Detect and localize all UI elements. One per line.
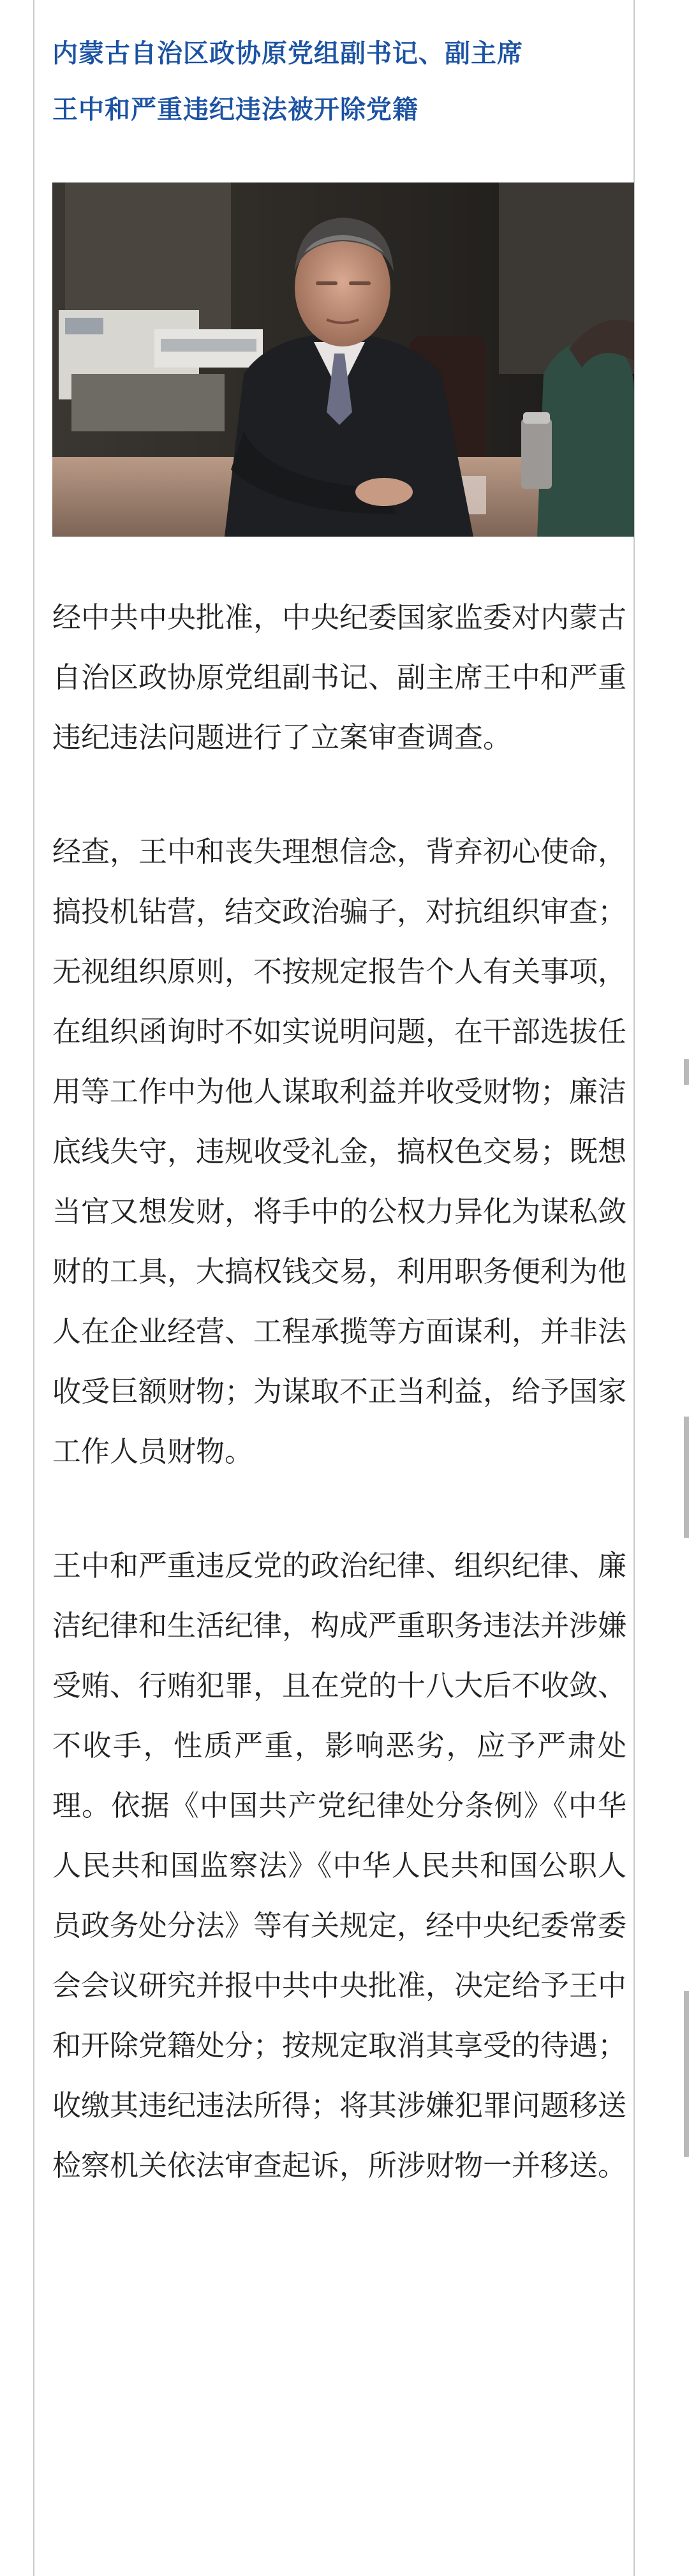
- headline-line-1: 内蒙古自治区政协原党组副书记、副主席: [52, 39, 523, 68]
- scrollbar-mark: [684, 1059, 689, 1085]
- headline: [52, 26, 626, 138]
- paragraph-decision: 王中和严重违反党的政治纪律、组织纪律、廉洁纪律和生活纪律，构成严重职务违法并涉嫌受贿、行贿犯罪，且在党的十八大后不收敛、不收手，性质严重，影响恶劣，应予严肃处理。依据《中国共产党纪律处分条例》《中华人民共和国监察法》《中华人民共和国公职人员政务处分法》等有关规定，经中央纪委常委会会议研究并报中共中央批准，决定给予王中和开除党籍处分；按规定取消其享受的待遇；收缴其违纪违法所得；将其涉嫌犯罪问题移送检察机关依法审查起诉，所涉财物一并移送。: [52, 1549, 627, 2182]
- scrollbar-mark: [684, 1417, 689, 1538]
- scrollbar-mark: [684, 1991, 689, 2157]
- paragraph-findings: 经查，王中和丧失理想信念，背弃初心使命，搞投机钻营，结交政治骗子，对抗组织审查；无视组织原则，不按规定报告个人有关事项，在组织函询时不如实说明问题，在干部选拔任用等工作中为他人谋取利益并收受财物；廉洁底线失守，违规收受礼金，搞权色交易；既想当官又想发财，将手中的公权力异化为谋私敛财的工具，大搞权钱交易，利用职务便利为他人在企业经营、工程承揽等方面谋利，并非法收受巨额财物；为谋取不正当利益，给予国家工作人员财物。: [52, 835, 627, 1468]
- headline-line-2: 王中和严重违纪违法被开除党籍: [52, 95, 419, 124]
- article: [52, 0, 626, 2196]
- paragraph-approval: 经中共中央批准，中央纪委国家监委对内蒙古自治区政协原党组副书记、副主席王中和严重违纪违法问题进行了立案审查调查。: [52, 600, 627, 754]
- left-border: [33, 0, 34, 2576]
- news-photo: [52, 182, 634, 537]
